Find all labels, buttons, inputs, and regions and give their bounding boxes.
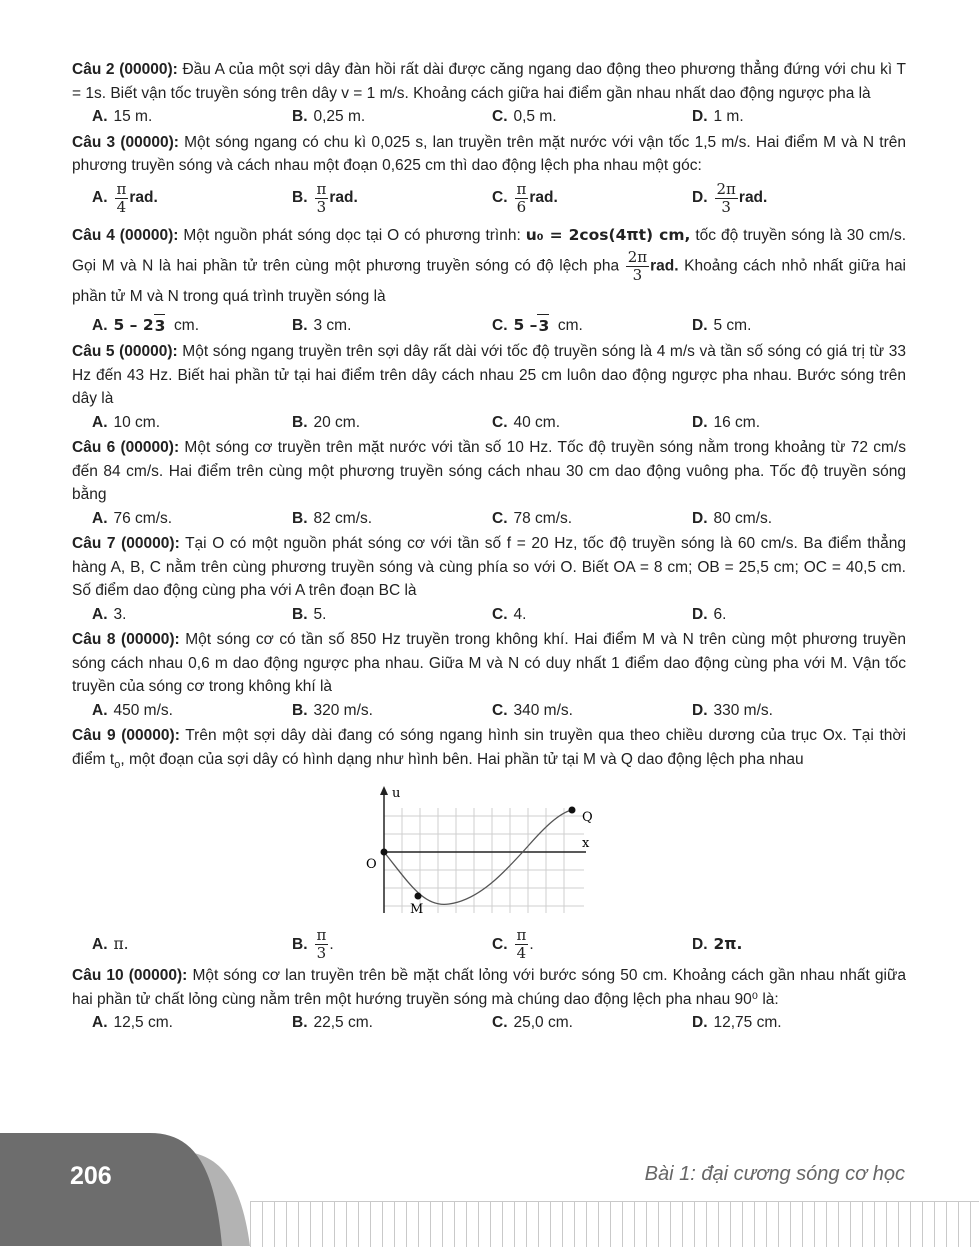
option-c: C. 340 m/s. xyxy=(492,701,573,719)
option-d: D. 1 m. xyxy=(692,108,744,125)
option-c: C. $\frac{\pi}{4}$ . xyxy=(492,926,534,963)
options-row xyxy=(92,181,906,216)
option-d: D. $\frac{2\pi}{3}$ rad. xyxy=(692,179,768,216)
u-axis-arrow-icon xyxy=(380,786,388,795)
option-a: A. 76 cm/s. xyxy=(92,509,173,527)
option-c: C. $\frac{\pi}{6}$ rad. xyxy=(492,179,558,216)
question-text: Một sóng cơ truyền trên mặt nước với tần số 10 Hz. Tốc độ truyền sóng nằm trong khoảng từ 72 cm/s đến 84 cm/s. Hai điểm trên cùng một phương truyền sóng cách nhau 30 cm dao động vuông pha. Tốc độ truyền sóng bằng xyxy=(72,439,906,503)
question-text: Một sóng ngang có chu kì 0,025 s, lan truyền trên mặt nước với vận tốc 1,5 m/s. Hai điểm M và N trên phương truyền sóng và cách nhau một đoạn 0,625 cm thì dao động lệch pha nhau một góc: xyxy=(72,133,906,174)
question-6 xyxy=(72,436,906,507)
option-a: A. $\frac{\pi}{4}$ rad. xyxy=(92,179,158,216)
question-label: Câu 8 (00000): xyxy=(72,631,180,648)
question-label: Câu 7 (00000): xyxy=(72,535,180,552)
question-text: Một sóng cơ lan truyền trên bề mặt chất lỏng với bước sóng 50 cm. Khoảng cách gần nhau nhất giữa hai phần tử chất lỏng cùng nằm trên một hướng truyền sóng mà chúng dao động lệch pha nhau 90⁰ là: xyxy=(72,967,906,1008)
option-b: B. 82 cm/s. xyxy=(292,509,373,527)
x-axis-label: x xyxy=(582,836,590,852)
wave-graph xyxy=(354,783,594,918)
options-row xyxy=(92,699,906,723)
wave-figure xyxy=(354,783,906,923)
options-row xyxy=(92,1011,906,1035)
question-label: Câu 4 (00000): xyxy=(72,226,179,244)
option-b: B. 5. xyxy=(292,605,327,623)
option-b: B. 20 cm. xyxy=(292,413,361,431)
option-b: B. $\frac{\pi}{3}$ . xyxy=(292,926,334,963)
u-axis-label: u xyxy=(392,786,401,802)
options-row xyxy=(92,105,906,129)
question-10 xyxy=(72,964,906,1011)
option-c: C. 25,0 cm. xyxy=(492,1014,573,1032)
question-label: Câu 3 (00000): xyxy=(72,133,179,151)
origin-label: O xyxy=(366,857,377,873)
question-5 xyxy=(72,340,906,411)
page-footer xyxy=(0,1133,979,1246)
options-row xyxy=(92,314,906,339)
point-q xyxy=(569,807,576,814)
option-d: D. 330 m/s. xyxy=(692,701,773,719)
option-a: A. 12,5 cm. xyxy=(92,1014,173,1032)
option-b: B. 3 cm. xyxy=(292,317,352,334)
question-3 xyxy=(72,131,906,178)
option-a: A. π. xyxy=(92,934,129,953)
option-c: C. 0,5 m. xyxy=(492,108,557,125)
page-number: 206 xyxy=(70,1162,112,1190)
option-b: B. 320 m/s. xyxy=(292,701,373,719)
grid xyxy=(384,808,584,913)
option-d: D. 6. xyxy=(692,605,727,623)
option-d: D. 12,75 cm. xyxy=(692,1014,782,1032)
question-8 xyxy=(72,628,906,699)
option-a: A. 15 m. xyxy=(92,108,153,125)
question-label: Câu 9 (00000): xyxy=(72,727,180,744)
option-a: A. 5 – 2 3 cm. xyxy=(92,314,292,339)
option-c: C. 5 – 3 cm. xyxy=(492,314,692,339)
equation: u₀ = 2cos(4πt) cm, xyxy=(525,225,691,244)
option-d: D. 5 cm. xyxy=(692,317,752,334)
footer-ruler xyxy=(250,1201,979,1247)
question-text: Một sóng cơ có tần số 850 Hz truyền trong không khí. Hai điểm M và N trên cùng một phương truyền sóng cách nhau 0,6 m dao động ngược pha nhau. Giữa M và N có duy nhất 1 điểm dao động cùng pha với M. Vận tốc truyền của sóng cơ trong không khí là xyxy=(72,631,906,695)
option-b: B. 0,25 m. xyxy=(292,108,366,125)
question-4: Câu 4 (00000): Một nguồn phát sóng dọc tại O có phương trình: u₀ = 2cos(4πt) cm, tốc độ truyền sóng là 30 cm/s. Gọi M và N là hai phần tử trên cùng một phương truyền sóng có độ lệch pha $\frac{2\pi}{3}$ rad. Khoảng cách nhỏ nhất giữa hai phần tử M và N trong quá trình truyền sóng là xyxy=(72,225,907,305)
question-7 xyxy=(72,532,906,603)
phase-fraction: $\frac{2\pi}{3}$ xyxy=(627,247,648,284)
question-label: Câu 6 (00000): xyxy=(72,439,180,456)
options-row xyxy=(92,507,906,531)
question-text: Một sóng ngang truyền trên sợi dây rất dài với tốc độ truyền sóng là 4 m/s và tần số sóng có giá trị từ 33 Hz đến 43 Hz. Biết hai phần tử tại hai điểm trên dây cách nhau 25 cm luôn dao động ngược pha nhau. Bước sóng trên dây là xyxy=(72,343,907,407)
page-content xyxy=(72,58,906,1037)
option-a: A. 3. xyxy=(92,605,127,623)
options-row xyxy=(92,603,906,627)
question-text: Tại O có một nguồn phát sóng cơ với tần số f = 20 Hz, tốc độ truyền sóng là 60 cm/s. Ba điểm thẳng hàng A, B, C nằm trên cùng phương truyền sóng và cùng phía so với O. Biết OA = 8 cm; OB = 25,5 cm; OC = 40,5 cm. Số điểm dao động cùng pha với A trên đoạn BC là xyxy=(72,535,906,599)
options-row xyxy=(92,411,906,435)
option-a: A. 10 cm. xyxy=(92,413,161,431)
question-text: Đầu A của một sợi dây đàn hồi rất dài được căng ngang dao động theo phương thẳng đứng với chu kì T = 1s. Biết vận tốc truyền sóng trên dây v = 1 m/s. Khoảng cách giữa hai điểm gần nhau nhất dao động ngược pha là xyxy=(72,61,907,102)
option-a: A. 450 m/s. xyxy=(92,701,173,719)
question-label: Câu 5 (00000): xyxy=(72,343,178,360)
point-o xyxy=(381,849,388,856)
option-c: C. 4. xyxy=(492,605,527,623)
option-d: D. 16 cm. xyxy=(692,413,761,431)
options-row xyxy=(92,927,906,962)
option-d: D. 2π. xyxy=(692,934,743,953)
chapter-title: Bài 1: đại cương sóng cơ học xyxy=(644,1163,905,1185)
q-label: Q xyxy=(582,810,593,826)
question-label: Câu 2 (00000): xyxy=(72,61,178,78)
option-b: B. $\frac{\pi}{3}$ rad. xyxy=(292,179,358,216)
point-m xyxy=(415,893,422,900)
wave-curve xyxy=(384,810,572,904)
option-c: C. 40 cm. xyxy=(492,413,561,431)
m-label: M xyxy=(410,902,424,918)
option-b: B. 22,5 cm. xyxy=(292,1014,373,1032)
option-d: D. 80 cm/s. xyxy=(692,509,773,527)
question-2 xyxy=(72,58,906,105)
question-label: Câu 10 (00000): xyxy=(72,967,188,985)
option-c: C. 78 cm/s. xyxy=(492,509,573,527)
question-9: Câu 9 (00000): Trên một sợi dây dài đang có sóng ngang hình sin truyền qua theo chiều dương của trục Ox. Tại thời điểm $t_o$, một đoạn của sợi dây có hình dạng như hình bên. Hai phần tử tại M và Q dao động lệch pha nhau xyxy=(72,727,906,771)
